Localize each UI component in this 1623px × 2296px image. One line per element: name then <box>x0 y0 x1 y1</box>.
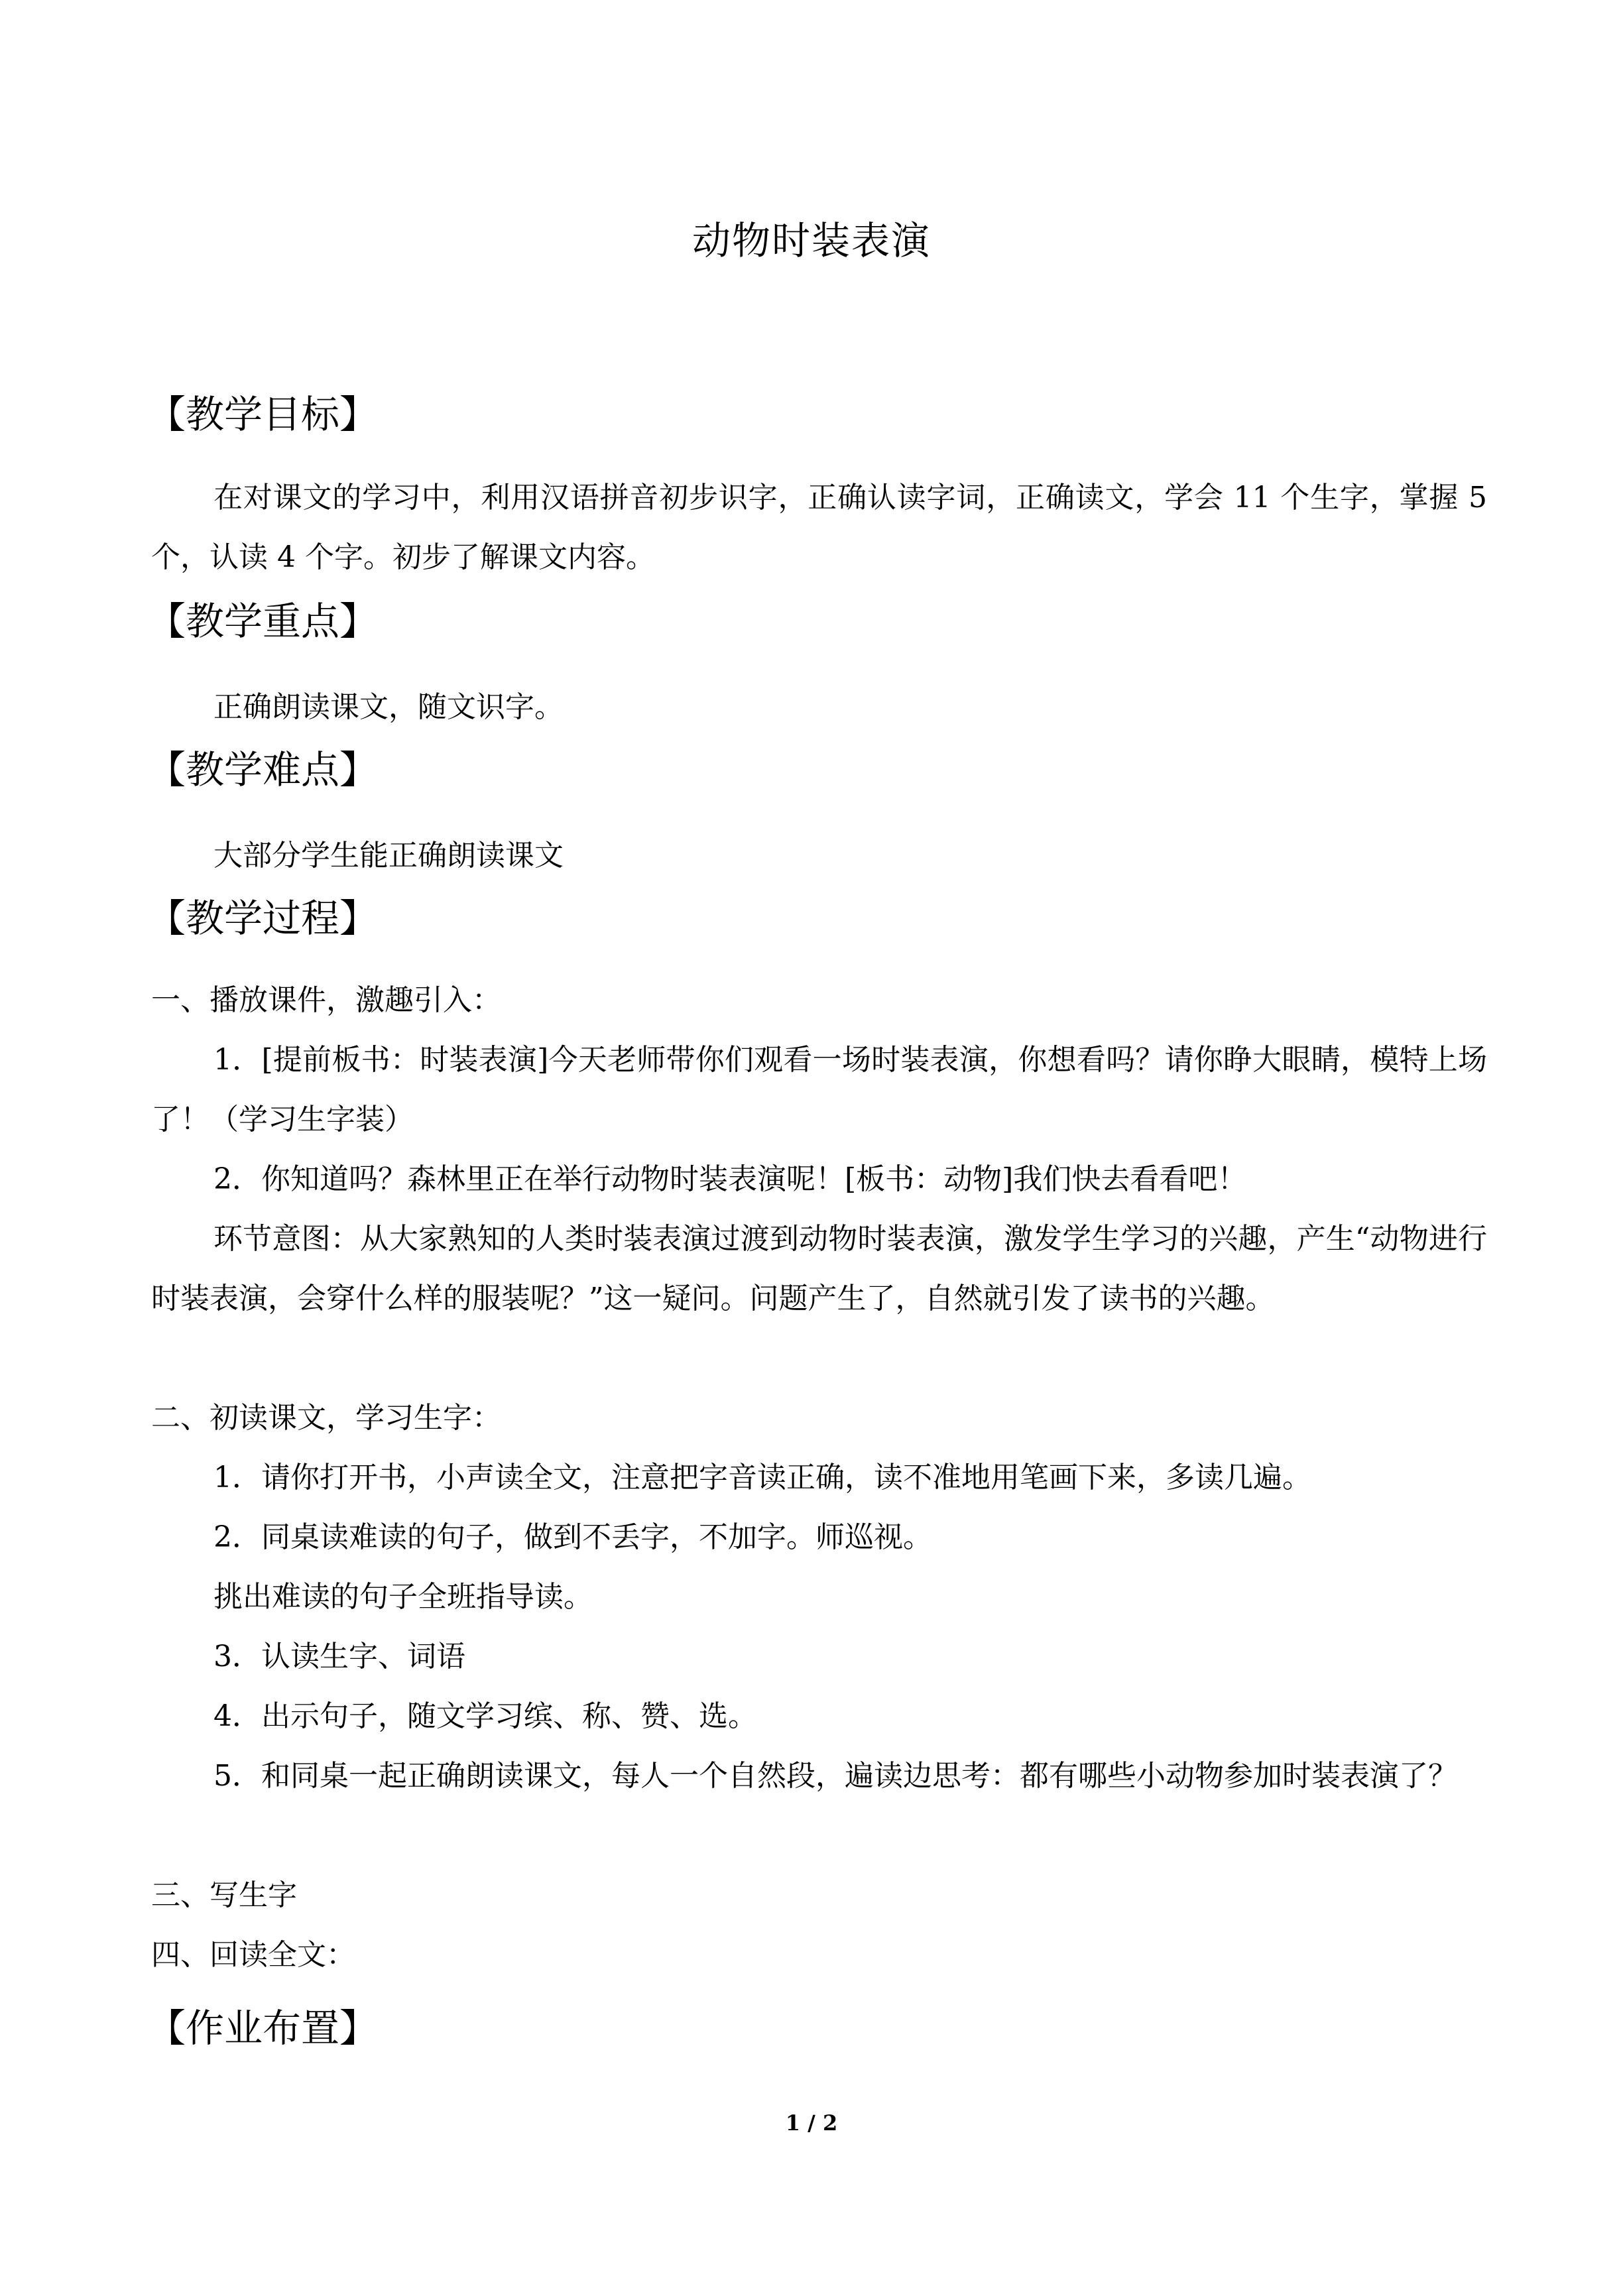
process-step2-item3: 3．认读生字、词语 <box>213 1640 465 1673</box>
heading-key-points: 【教学重点】 <box>147 599 379 644</box>
heading-process: 【教学过程】 <box>147 896 379 941</box>
process-step1-intent: 环节意图：从大家熟知的人类时装表演过渡到动物时装表演，激发学生学习的兴趣，产生“动物进行时装表演，会穿什么样的服装呢？”这一疑问。问题产生了，自然就引发了读书的兴趣。 <box>151 1222 1487 1315</box>
process-step2-item1: 1．请你打开书，小声读全文，注意把字音读正确，读不准地用笔画下来，多读几遍。 <box>213 1461 1311 1494</box>
key-points-text: 正确朗读课文，随文识字。 <box>213 690 564 724</box>
heading-homework: 【作业布置】 <box>147 2006 379 2051</box>
process-step4-title: 四、回读全文： <box>151 1938 355 1972</box>
process-step1-item1: 1．[提前板书：时装表演]今天老师带你们观看一场时装表演，你想看吗？请你睁大眼睛，模特上场了！（学习生字装） <box>151 1043 1487 1136</box>
page-title: 动物时装表演 <box>691 218 931 263</box>
process-step2-item2: 2．同桌读难读的句子，做到不丢字，不加字。师巡视。 <box>213 1520 932 1554</box>
heading-difficulties: 【教学难点】 <box>147 747 379 792</box>
process-step3-title: 三、写生字 <box>151 1878 297 1912</box>
process-step1-item2: 2．你知道吗？森林里正在举行动物时装表演呢！[板书：动物]我们快去看看吧！ <box>213 1162 1247 1196</box>
process-step2-title: 二、初读课文，学习生字： <box>151 1401 501 1435</box>
process-step2-item5: 5．和同桌一起正确朗读课文，每人一个自然段，遍读边思考：都有哪些小动物参加时装表演了？ <box>213 1759 1457 1793</box>
process-step2-item4: 4．出示句子，随文学习缤、称、赞、选。 <box>213 1699 757 1733</box>
difficulties-text: 大部分学生能正确朗读课文 <box>213 839 564 873</box>
objectives-text: 在对课文的学习中，利用汉语拼音初步识字，正确认读字词，正确读文，学会 11 个生字，掌握 5 个，认读 4 个字。初步了解课文内容。 <box>151 481 1487 574</box>
heading-objectives: 【教学目标】 <box>147 392 379 437</box>
process-step2-item2-note: 挑出难读的句子全班指导读。 <box>213 1580 593 1614</box>
process-step1-title: 一、播放课件，激趣引入： <box>151 983 501 1017</box>
page-number: 1 / 2 <box>785 2110 838 2136</box>
